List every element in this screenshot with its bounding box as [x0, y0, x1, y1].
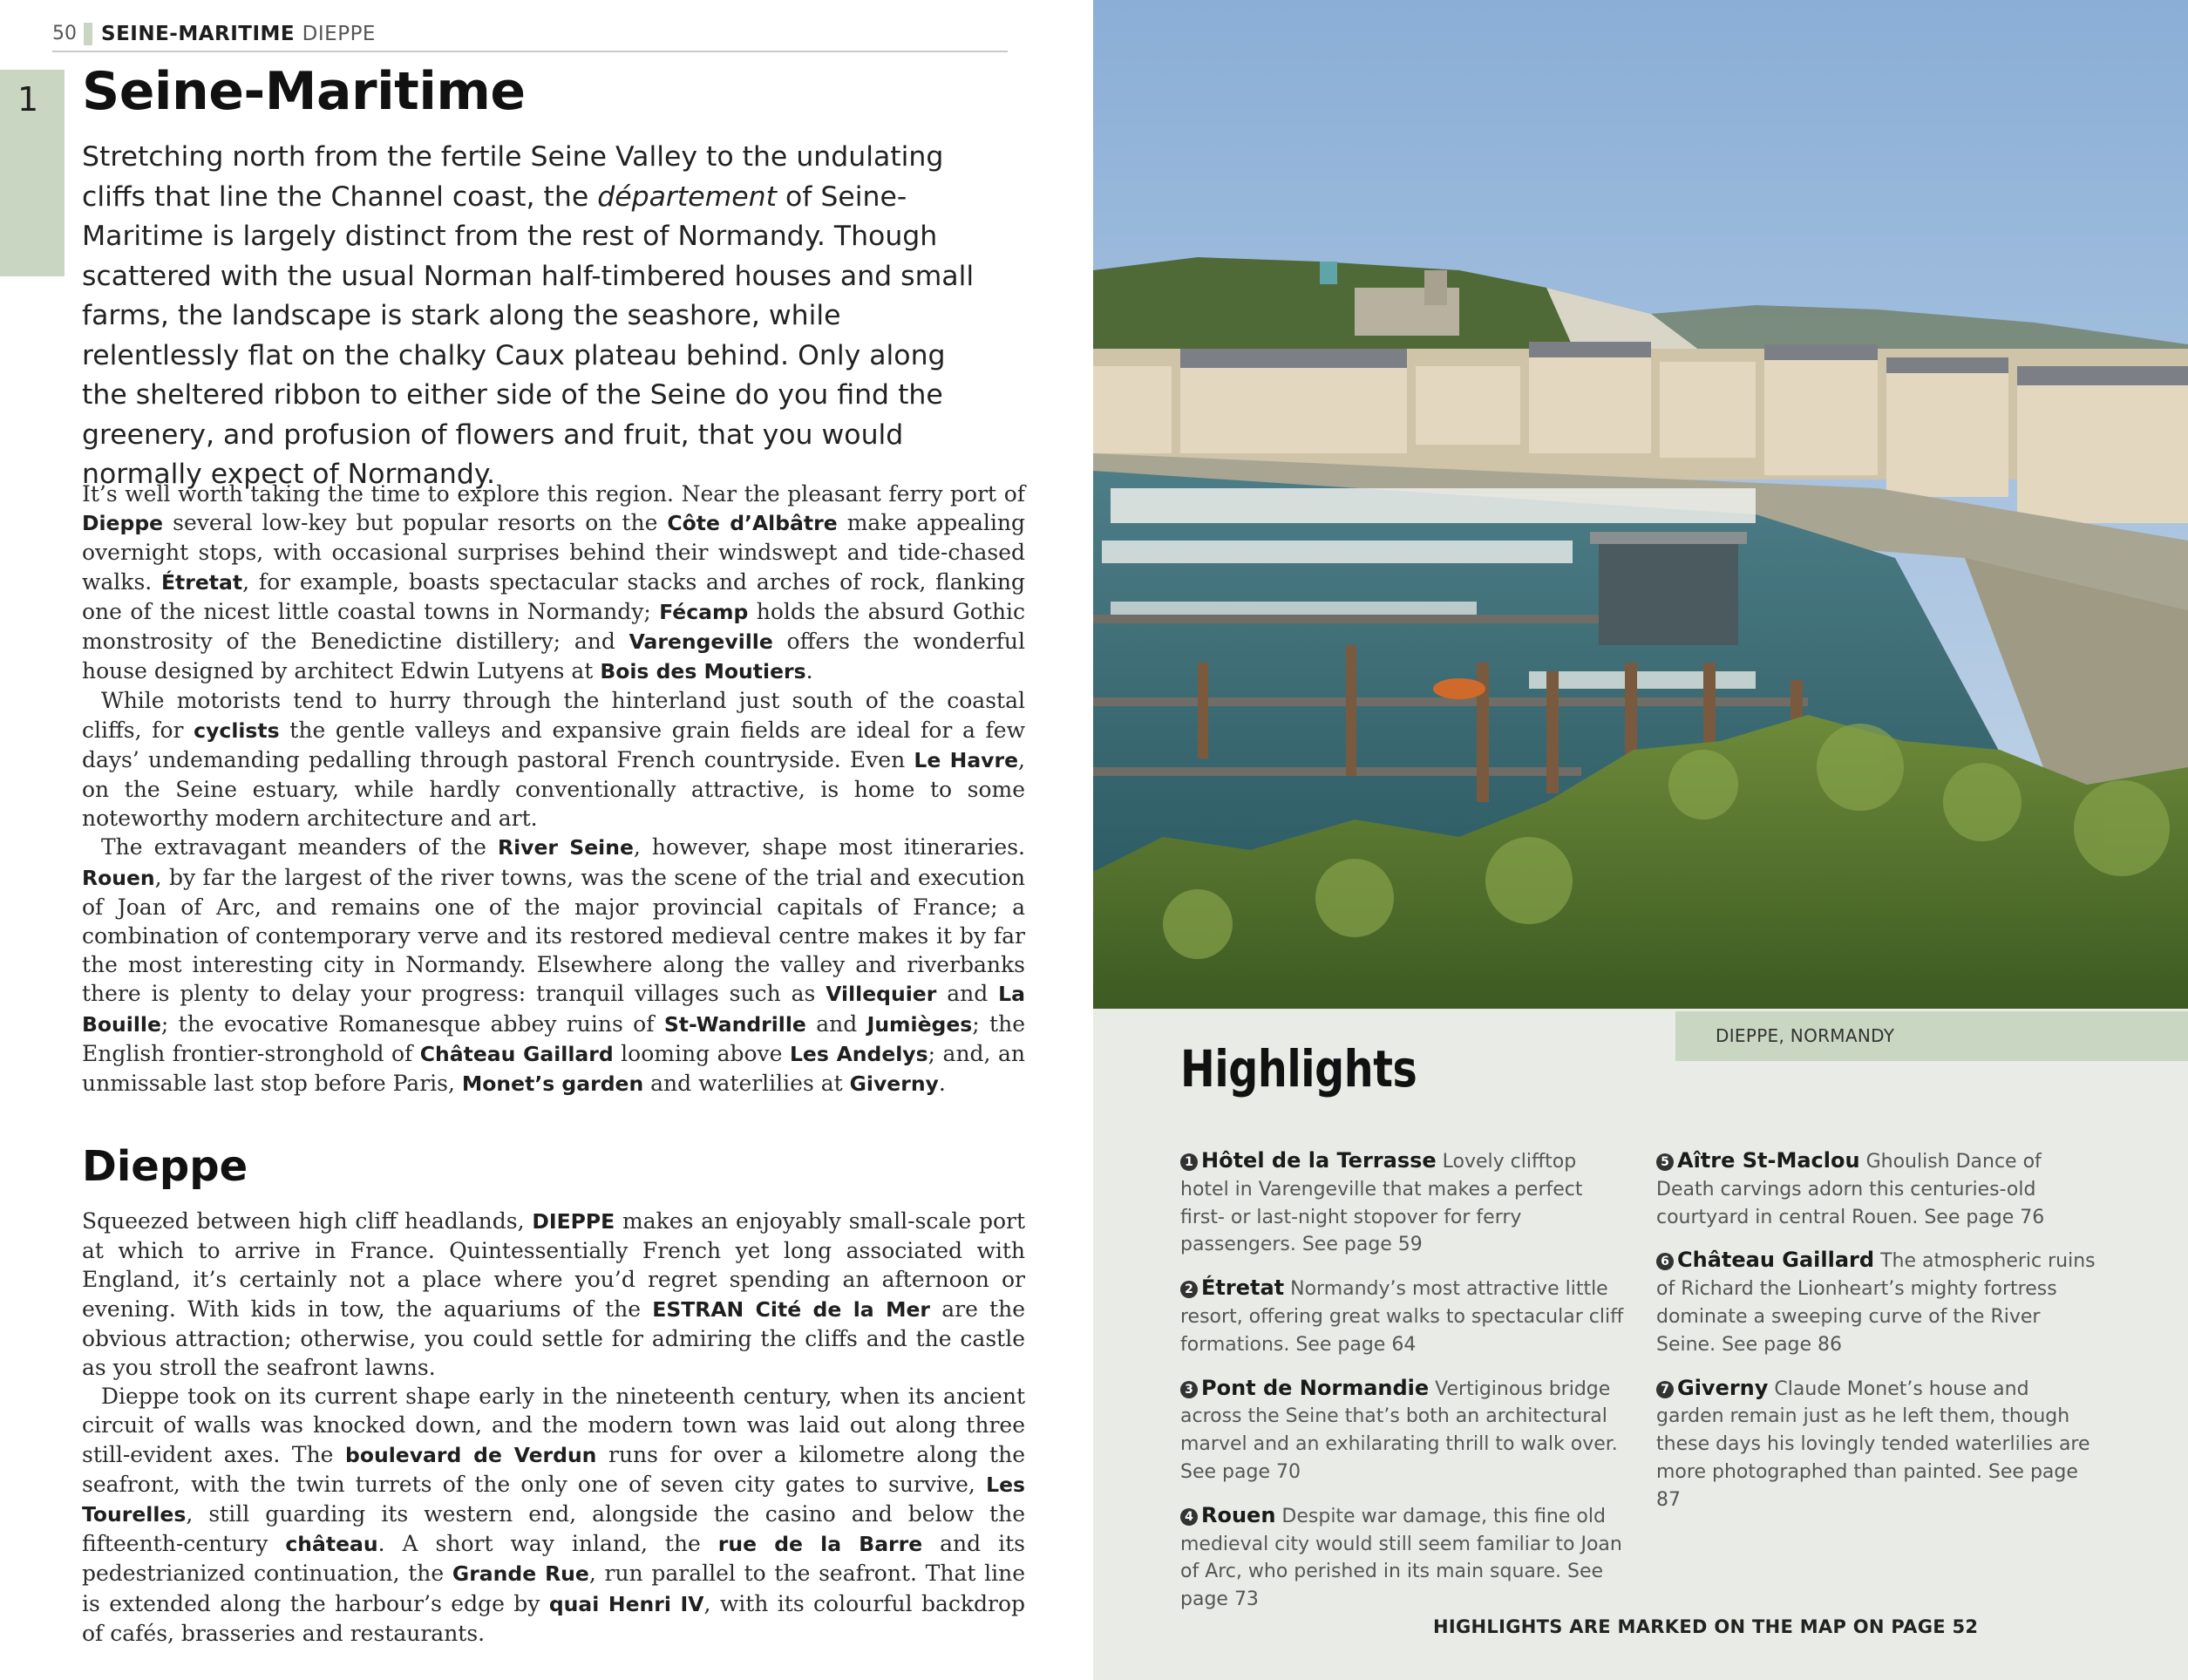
highlight-text: Vertiginous bridge across the Seine that’s both an architectural marvel and an exhilarating thrill to walk over. See page 70 — [1180, 1377, 1618, 1483]
place-name: Château Gaillard — [419, 1041, 614, 1066]
highlight-item — [1656, 1375, 2101, 1514]
highlight-item — [1656, 1247, 2101, 1358]
intro-text — [82, 138, 980, 495]
highlight-name: Château Gaillard — [1677, 1248, 1875, 1273]
chapter-tab — [0, 70, 65, 276]
highlight-item — [1180, 1275, 1625, 1358]
dieppe-paragraph: Dieppe took on its current shape early in the nineteenth century, when its ancient circuit of walls was knocked down, and the modern town was laid out along three still-evident axes. The boulevard de Verdun runs for over a kilometre along the seafront, with the twin turrets of the only one of seven city gates to survive, Les Tourelles, still guarding its western end, alongside the casino and below the fifteenth-century château. A short way inland, the rue de la Barre and its pedestrianized continuation, the Grande Rue, run parallel to the seafront. That line is extended along the harbour’s edge by quai Henri IV, with its colourful backdrop of cafés, brasseries and restaurants. — [82, 1384, 1026, 1646]
header-section — [101, 23, 376, 45]
dieppe-paragraph: Squeezed between high cliff headlands, DIEPPE makes an enjoyably small-scale port at which to arrive in France. Quintessentially French yet long associated with England, it’s certainly not a place where you’d regret spending an afternoon or evening. With kids in tow, the aquariums of the ESTRAN Cité de la Mer are the obvious attraction; otherwise, you could settle for admiring the cliffs and the castle as you stroll the seafront lawns. — [82, 1208, 1025, 1381]
highlight-text: Despite war damage, this fine old medieval city would still seem familiar to Joan of Arc, who perished in its main square. See page 73 — [1180, 1505, 1622, 1611]
place-name: Villequier — [826, 982, 937, 1007]
photo-caption: DIEPPE, NORMANDY — [1716, 1025, 1895, 1046]
place-name: Bois des Moutiers — [600, 659, 806, 684]
intro-emphasis: département — [597, 180, 777, 213]
place-name: River Seine — [498, 835, 634, 860]
place-name: Les Tourelles — [82, 1472, 1025, 1527]
place-name: Giverny — [849, 1071, 939, 1097]
intro-paragraph — [82, 138, 980, 495]
highlight-name: Giverny — [1677, 1375, 1769, 1400]
highlight-text: The atmospheric ruins of Richard the Lionheart’s mighty fortress dominate a sweeping curve of the River Seine. See page 86 — [1656, 1250, 2096, 1356]
highlight-item — [1656, 1147, 2101, 1231]
harbour-illustration — [1093, 0, 2188, 1009]
highlight-text: Normandy’s most attractive little resort, offering great walks to spectacular cliff formations. See page 64 — [1180, 1278, 1624, 1356]
place-name: Côte d’Albâtre — [667, 511, 838, 536]
chapter-title: Seine-Maritime — [82, 61, 526, 122]
highlights-column-left — [1180, 1147, 1625, 1629]
highlight-item — [1180, 1502, 1625, 1614]
place-name: quai Henri IV — [548, 1591, 704, 1616]
dieppe-text — [82, 1207, 1025, 1648]
place-name: Dieppe — [82, 511, 164, 536]
place-name: Étretat — [160, 569, 243, 595]
place-name: Fécamp — [659, 599, 749, 624]
header-section-title: SEINE-MARITIME — [101, 23, 296, 45]
right-page — [1093, 0, 2188, 1680]
highlight-text: Lovely clifftop hotel in Varengeville that makes a perfect first- or last-night stopover for ferry passengers. See page 59 — [1180, 1151, 1583, 1256]
highlight-name: Étretat — [1201, 1275, 1285, 1301]
body-paragraph: While motorists tend to hurry through the hinterland just south of the coastal cliffs, for cyclists the gentle valleys and expansive grain fields are ideal for a few days’ undemanding pedalling through pastoral French countryside. Even Le Havre, on the Seine estuary, while hardly conventionally attractive, is home to some noteworthy modern architecture and art. — [82, 688, 1026, 832]
place-name: La Bouille — [82, 982, 1025, 1037]
highlights-map-note: HIGHLIGHTS ARE MARKED ON THE MAP ON PAGE 52 — [1433, 1616, 1979, 1637]
place-name: Jumièges — [866, 1011, 973, 1037]
place-name: DIEPPE — [532, 1209, 615, 1234]
place-name: boulevard de Verdun — [345, 1442, 597, 1467]
section-title-dieppe: Dieppe — [82, 1142, 248, 1191]
highlight-item — [1180, 1375, 1625, 1486]
highlight-text: Ghoulish Dance of Death carvings adorn this centuries-old courtyard in central Rouen. See page 76 — [1656, 1151, 2045, 1228]
highlight-name: Aître St-Maclou — [1677, 1148, 1860, 1173]
place-name: Le Havre — [914, 747, 1019, 772]
highlight-number-badge: 1 — [1180, 1153, 1198, 1171]
highlight-item — [1180, 1147, 1625, 1259]
photo-caption-bar — [1675, 1011, 2188, 1061]
highlight-number-badge: 2 — [1180, 1281, 1198, 1298]
intro-text-a: Stretching north from the fertile Seine Valley to the undulating cliffs that line the Channel coast, the — [82, 141, 944, 213]
highlight-name: Rouen — [1201, 1502, 1276, 1527]
place-name: ESTRAN Cité de la Mer — [652, 1296, 931, 1322]
intro-text-b: of Seine-Maritime is largely distinct from the rest of Normandy. Though scattered with the usual Norman half-timbered houses and small farms, the landscape is stark along the seashore, while relentlessly flat on the chalky Caux plateau behind. Only along the sheltered ribbon to either side of the Seine do you find the greenery, and profusion of flowers and fruit, that you would normally expect of Normandy. — [82, 180, 975, 490]
place-name: Varengeville — [629, 629, 773, 655]
header-subsection: DIEPPE — [302, 23, 376, 45]
body-text — [82, 480, 1025, 1098]
highlight-name: Pont de Normandie — [1201, 1375, 1430, 1400]
body-paragraph: It’s well worth taking the time to explore this region. Near the pleasant ferry port of Dieppe several low-key but popular resorts on the Côte d’Albâtre make appealing overnight stops, with occasional surprises behind their windswept and tide-chased walks. Étretat, for example, boasts spectacular stacks and arches of rock, flanking one of the nicest little coastal towns in Normandy; Fécamp holds the absurd Gothic monstrosity of the Benedictine distillery; and Varengeville offers the wonderful house designed by architect Edwin Lutyens at Bois des Moutiers. — [82, 481, 1025, 684]
place-name: cyclists — [194, 718, 280, 743]
highlight-number-badge: 6 — [1656, 1253, 1674, 1270]
highlight-name: Hôtel de la Terrasse — [1201, 1148, 1437, 1173]
body-paragraph: The extravagant meanders of the River Seine, however, shape most itineraries. Rouen, by far the largest of the river towns, was the scene of the trial and execution of Joan of Arc, and remains one of the major provincial capitals of France; a combination of contemporary verve and its restored medieval centre makes it by far the most interesting city in Normandy. Elsewhere along the valley and riverbanks there is plenty to delay your progress: tranquil villages such as Villequier and La Bouille; the evocative Romanesque abbey ruins of St-Wandrille and Jumièges; the English frontier-stronghold of Château Gaillard looming above Les Andelys; and, an unmissable last stop before Paris, Monet’s garden and waterlilies at Giverny. — [82, 834, 1026, 1097]
highlight-number-badge: 7 — [1656, 1381, 1674, 1398]
highlights-column-right — [1656, 1147, 2101, 1530]
place-name: Monet’s garden — [461, 1071, 644, 1097]
running-header — [52, 19, 1008, 52]
highlights-title: Highlights — [1180, 1039, 1417, 1098]
place-name: Rouen — [82, 865, 155, 890]
left-page — [0, 0, 1093, 1680]
place-name: château — [285, 1532, 378, 1557]
dieppe-harbour-photo — [1093, 0, 2188, 1009]
place-name: Les Andelys — [789, 1041, 928, 1066]
place-name: Grande Rue — [452, 1561, 589, 1587]
place-name: rue de la Barre — [717, 1532, 923, 1557]
place-name: St-Wandrille — [663, 1011, 806, 1037]
highlight-text: Claude Monet’s house and garden remain just as he left them, though these days his lovingly tended waterlilies are more photographed than painted. See page 87 — [1656, 1377, 2090, 1511]
highlight-number-badge: 3 — [1180, 1381, 1198, 1398]
highlight-number-badge: 5 — [1656, 1153, 1674, 1171]
page-number: 50 — [52, 23, 77, 44]
highlight-number-badge: 4 — [1180, 1508, 1198, 1526]
header-accent-bar — [84, 23, 92, 45]
chapter-number: 1 — [17, 80, 39, 119]
